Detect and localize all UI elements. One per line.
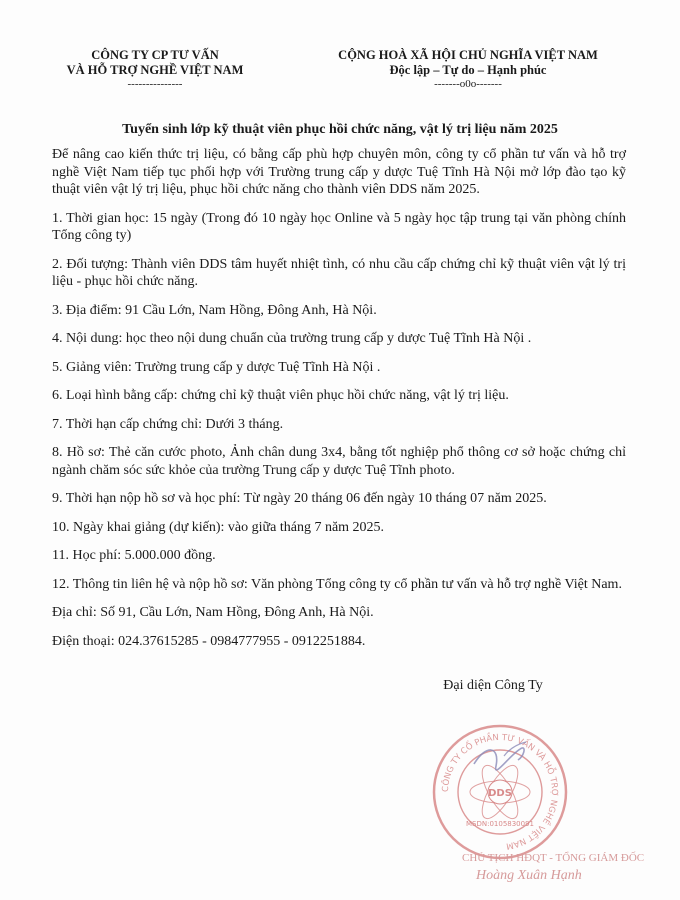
svg-text:CÔNG TY CỔ PHẦN TƯ VẤN VÀ HỖ T: CÔNG TY CỔ PHẦN TƯ VẤN VÀ HỖ TRỢ NGHỀ VIỆT NAM — [440, 732, 560, 851]
company-header — [50, 48, 260, 90]
signer-name: Hoàng Xuân Hạnh — [476, 868, 582, 883]
national-motto: Độc lập – Tự do – Hạnh phúc — [389, 63, 547, 77]
item-7: 7. Thời hạn cấp chứng chỉ: Dưới 3 tháng. — [52, 416, 284, 432]
item-1: 1. Thời gian học: 15 ngày (Trong đó 10 ngày học Online và 5 ngày học tập trung tại văn phòng chính Tổng công ty) — [52, 210, 626, 243]
item-3: 3. Địa điểm: 91 Cầu Lớn, Nam Hồng, Đông Anh, Hà Nội. — [52, 302, 377, 318]
intro-paragraph: Để nâng cao kiến thức trị liệu, có bằng cấp phù hợp chuyên môn, công ty cổ phần tư vấn và hỗ trợ nghề Việt Nam tiếp tục phối hợp với Trường trung cấp y dược Tuệ Tĩnh Hà Nội mở lớp đào tạo kỹ thuật viên vật lý trị liệu, phục hồi chức năng cho thành viên DDS năm 2025. — [52, 147, 626, 197]
company-name-line2: VÀ HỖ TRỢ NGHỀ VIỆT NAM — [66, 63, 244, 77]
national-separator: -------o0o------- — [434, 78, 502, 90]
national-title: CỘNG HOÀ XÃ HỘI CHỦ NGHĨA VIỆT NAM — [338, 48, 598, 62]
item-2: 2. Đối tượng: Thành viên DDS tâm huyết nhiệt tình, có nhu cầu cấp chứng chỉ kỹ thuật viên vật lý trị liệu - phục hồi chức năng. — [52, 256, 626, 289]
contact-address: Địa chỉ: Số 91, Cầu Lớn, Nam Hồng, Đông Anh, Hà Nội. — [52, 605, 374, 620]
item-5: 5. Giảng viên: Trường trung cấp y dược Tuệ Tĩnh Hà Nội . — [52, 359, 381, 375]
item-12: 12. Thông tin liên hệ và nộp hồ sơ: Văn phòng Tổng công ty cổ phần tư vấn và hỗ trợ nghề Việt Nam. — [52, 576, 622, 592]
svg-text:DDS: DDS — [488, 788, 512, 799]
item-11: 11. Học phí: 5.000.000 đồng. — [52, 548, 216, 563]
document-body — [52, 146, 626, 661]
company-separator: --------------- — [127, 78, 183, 90]
signature-title: Đại diện Công Ty — [443, 678, 543, 693]
item-6: 6. Loại hình bằng cấp: chứng chỉ kỹ thuật viên phục hồi chức năng, vật lý trị liệu. — [52, 388, 509, 403]
document-title: Tuyển sinh lớp kỹ thuật viên phục hồi chức năng, vật lý trị liệu năm 2025 — [122, 122, 558, 137]
contact-phone: Điện thoại: 024.37615285 - 0984777955 - 0912251884. — [52, 633, 366, 649]
svg-text:MSDN:0105830091: MSDN:0105830091 — [465, 820, 535, 828]
item-9: 9. Thời hạn nộp hồ sơ và học phí: Từ ngày 20 tháng 06 đến ngày 10 tháng 07 năm 2025. — [52, 491, 547, 506]
item-4: 4. Nội dung: học theo nội dung chuẩn của trường trung cấp y dược Tuệ Tĩnh Hà Nội . — [52, 331, 532, 346]
company-name-line1: CÔNG TY CP TƯ VẤN — [91, 48, 219, 62]
national-header — [318, 48, 618, 90]
company-stamp-icon — [430, 722, 570, 862]
item-8: 8. Hồ sơ: Thẻ căn cước photo, Ảnh chân dung 3x4, bằng tốt nghiệp phổ thông cơ sở hoặc chứng chỉ ngành chăm sóc sức khỏe của trường Trung cấp y dược Tuệ Tĩnh photo. — [52, 445, 626, 478]
item-10: 10. Ngày khai giảng (dự kiến): vào giữa tháng 7 năm 2025. — [52, 519, 385, 535]
signer-position: CHỦ TỊCH HĐQT - TỔNG GIÁM ĐỐC — [462, 852, 645, 864]
